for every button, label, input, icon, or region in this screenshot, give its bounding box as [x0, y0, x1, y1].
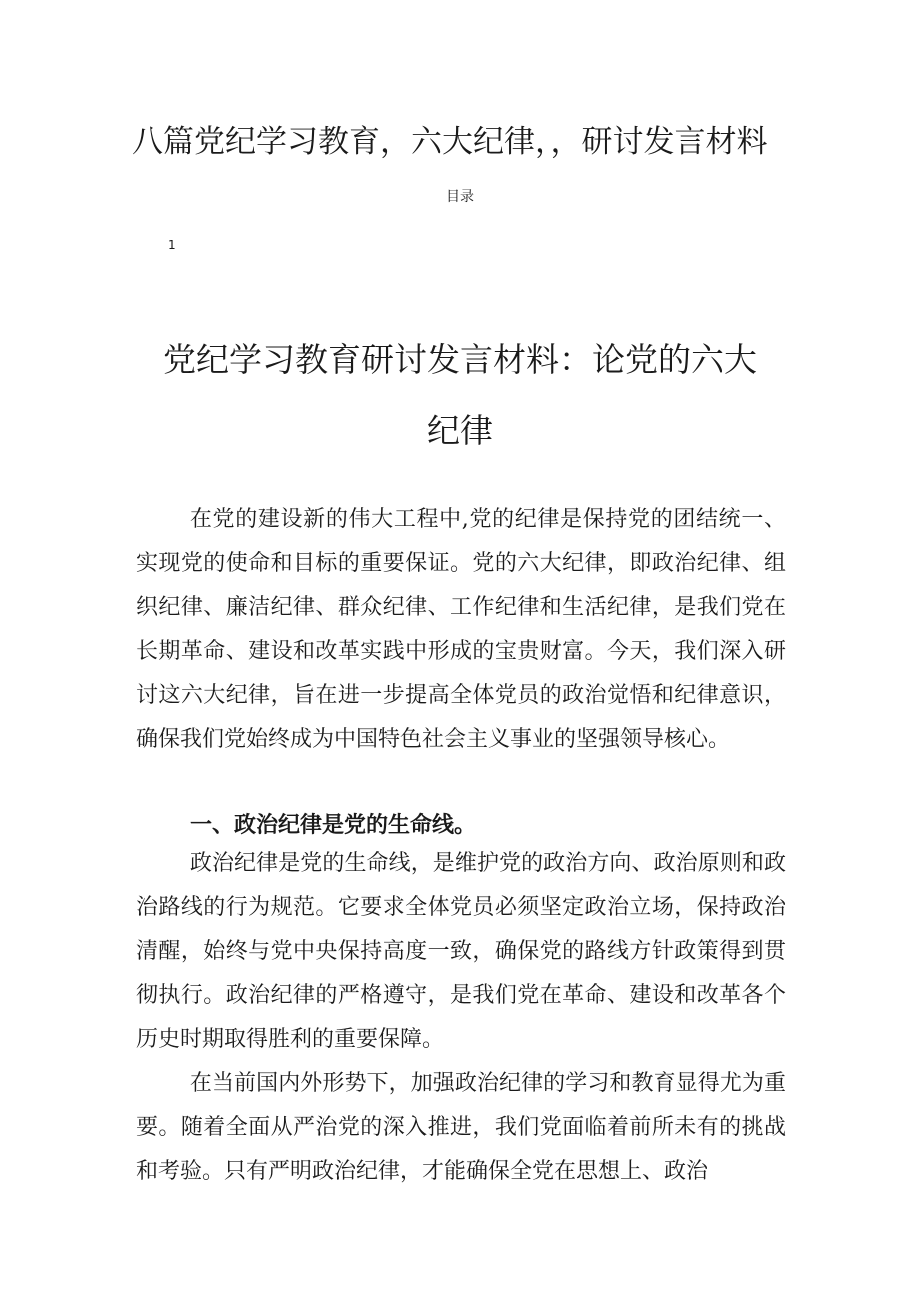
section-paragraph-2: 在当前国内外形势下，加强政治纪律的学习和教育显得尤为重要。随着全面从严治党的深入推进，我们党面临着前所未有的挑战和考验。只有严明政治纪律，才能确保全党在思想上、政治 [136, 1071, 786, 1184]
intro-paragraph: 在党的建设新的伟大工程中,党的纪律是保持党的团结统一、实现党的使命和目标的重要保证。党的六大纪律，即政治纪律、组织纪律、廉洁纪律、群众纪律、工作纪律和生活纪律，是我们党在长期革命、建设和改革实践中形成的宝贵财富。今天，我们深入研讨这六大纪律，旨在进一步提高全体党员的政治觉悟和纪律意识，确保我们党始终成为中国特色社会主义事业的坚强领导核心。 [136, 507, 786, 752]
article-title-line-1: 党纪学习教育研讨发言材料：论党的六大 [163, 340, 757, 379]
toc-entry[interactable]: 1 [168, 238, 176, 252]
section-body-block [136, 842, 786, 1194]
toc-label: 目录 [446, 189, 474, 205]
section-paragraph-1: 政治纪律是党的生命线，是维护党的政治方向、政治原则和政治路线的行为规范。它要求全体党员必须坚定政治立场，保持政治清醒，始终与党中央保持高度一致，确保党的路线方针政策得到贯彻执行。政治纪律的严格遵守，是我们党在革命、建设和改革各个历史时期取得胜利的重要保障。 [136, 851, 786, 1052]
section-heading: 一、政治纪律是党的生命线。 [190, 813, 477, 838]
article-title-line-2: 纪律 [427, 411, 493, 450]
intro-paragraph-block [136, 498, 786, 762]
document-title: 八篇党纪学习教育，六大纪律，，研讨发言材料 [132, 124, 768, 160]
